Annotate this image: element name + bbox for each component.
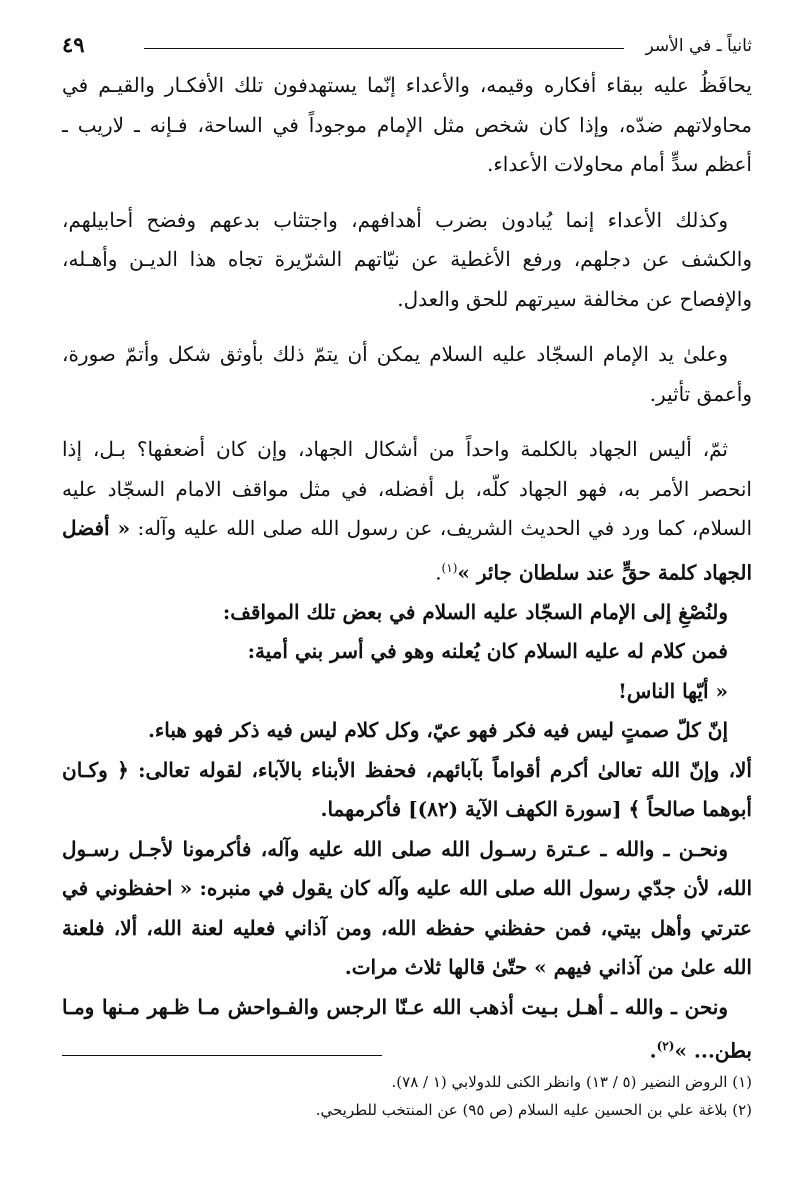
paragraph-10: ونحـن ـ والله ـ عـترة رسـول الله صلى الله عليه وآله، فأكرمونا لأجـل رسـول الله، لأن جدّي رسول الله صلى الله عليه وآله كان يقول في منبره: « احفظوني في عترتي وأهل بيتي، فمن حفظني حفظه الله، ومن آذاني فعليه لعنة الله، ألا، فلعنة الله علىٰ من آذاني فيهم » حتّىٰ قالها ثلاث مرات.: [62, 836, 752, 980]
quran-verse: ﴿ وكـان أبوهما صالحاً ﴾: [62, 757, 752, 822]
paragraph-4: ثمّ، أليس الجهاد بالكلمة واحداً من أشكال الجهاد، وإن كان أضعفها؟ بـل، إذا انحصر الأمر به، فهو الجهاد كلّه، بل أفضله، في مثل مواقف الامام السجّاد عليه السلام، كما ورد في الحديث الشريف، عن رسول الله صلى الله عليه وآله: « أفضل الجهاد كلمة حقٍّ عند سلطان جائر »$^{(١)}$.: [62, 437, 753, 585]
footnote-rule: [62, 1055, 382, 1056]
paragraph-5: ولنُصْغِ إلى الإمام السجّاد عليه السلام في بعض تلك المواقف:: [222, 599, 728, 624]
footnote-2: (٢) بلاغة علي بن الحسين عليه السلام (ص ٩٥) عن المنتخب للطريحي.: [315, 1101, 752, 1119]
paragraph-3: وعلىٰ يد الإمام السجّاد عليه السلام يمكن أن يتمّ ذلك بأوثق شكل وأتمّ صورة، وأعمق تأثير.: [62, 342, 752, 406]
paragraph-9-text: ألا، وإنّ الله تعالىٰ أكرم أقواماً بآبائهم، فحفظ الأبناء بالآباء، لقوله تعالى:: [138, 757, 752, 782]
paragraph-6: فمن كلام له عليه السلام كان يُعلنه وهو في أسر بني أمية:: [247, 639, 728, 664]
footnote-ref-1[interactable]: (١): [441, 560, 458, 575]
paragraph-9: [62, 751, 752, 830]
paragraph-2: وكذلك الأعداء إنما يُبادون بضرب أهدافهم، واجتثاب بدعهم وفضح أحابيلهم، والكشف عن دجلهم، ورفع الأغطية عن نيّاتهم الشرّيرة تجاه هذا الديـن وأهـله، والإفصاح عن مخالفة سيرتهم للحق والعدل.: [62, 207, 752, 311]
paragraph-11-text: ونحن ـ والله ـ أهـل بـيت أذهب الله عـنّا الرجس والفـواحش مـا ظـهر مـنها ومـا بطن... »: [62, 994, 752, 1063]
verse-reference: [سورة الكهف الآية (٨٢)] فأكرمهما.: [320, 797, 622, 822]
header-rule: [144, 48, 624, 49]
paragraph-1: يحافَظُ عليه ببقاء أفكاره وقيمه، والأعداء إنّما يستهدفون تلك الأفكـار والقيـم في محاولاتهم ضدّه، وإذا كان شخص مثل الإمام موجوداً في الساحة، فـإنه ـ لاريب ـ أعظم سدٍّ أمام محاولات الأعداء.: [62, 73, 752, 176]
paragraph-7: « أيّها الناس!: [618, 678, 728, 703]
page-number: ٤٩: [62, 32, 85, 57]
page: [62, 26, 752, 1071]
footnote-1: (١) الروض النضير (٥ / ١٣) وانظر الكنى للدولابي (١ / ٧٨).: [391, 1073, 752, 1091]
paragraph-8: إنّ كلّ صمتٍ ليس فيه فكر فهو عيّ، وكل كلام ليس فيه ذكر فهو هباء.: [147, 718, 728, 743]
paragraph-11: ونحن ـ والله ـ أهـل بـيت أذهب الله عـنّا الرجس والفـواحش مـا ظـهر مـنها ومـا بطن... »$^{(٢)}$.: [62, 994, 752, 1063]
footnotes: [62, 1068, 752, 1124]
paragraph-4-text: ثمّ، أليس الجهاد بالكلمة واحداً من أشكال الجهاد، وإن كان أضعفها؟ بـل، إذا انحصر الأمر به، فهو الجهاد كلّه، بل أفضله، في مثل مواقف الامام السجّاد عليه السلام، كما ورد في الحديث الشريف، عن رسول الله صلى الله عليه وآله:: [62, 437, 753, 540]
page-header: [62, 26, 752, 66]
hadith-quote: « أفضل الجهاد كلمة حقٍّ عند سلطان جائر »: [62, 516, 752, 585]
footnote-ref-2[interactable]: (٢): [656, 1039, 675, 1054]
running-title: ثانياً ـ في الأسر: [645, 36, 752, 56]
